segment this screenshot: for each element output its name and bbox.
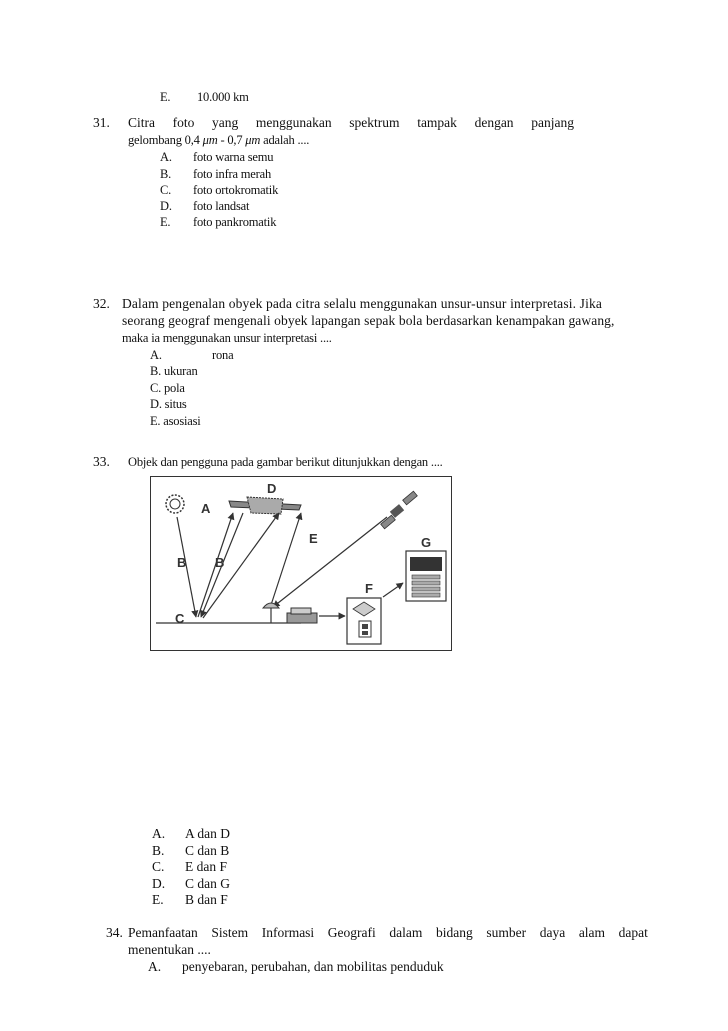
q31-word: tampak <box>417 115 457 130</box>
q34-word: dapat <box>618 925 648 940</box>
q32-question-line1: Dalam pengenalan obyek pada citra selalu menggunakan unsur-unsur interpretasi. Jika <box>122 296 603 311</box>
q33-option-text: C dan B <box>185 843 230 858</box>
q34-word: sumber <box>486 925 527 940</box>
q34-word: dalam <box>389 925 423 940</box>
q33-option-letter: D. <box>152 876 166 891</box>
q33-question: Objek dan pengguna pada gambar berikut ditunjukkan dengan .... <box>128 455 443 469</box>
q30-option-e-letter: E. <box>160 90 171 104</box>
q34-word: Geografi <box>327 925 376 940</box>
q33-option-text: A dan D <box>185 826 230 841</box>
q31-word: spektrum <box>349 115 400 130</box>
q33-option-letter: B. <box>152 843 165 858</box>
data-processing-icon <box>347 598 381 644</box>
q31-unit: μm <box>202 133 218 147</box>
q31-option-letter: D. <box>160 199 172 213</box>
q34-question-line2: menentukan .... <box>128 942 211 957</box>
ground-station-icon <box>263 603 317 623</box>
q33-option-letter: A. <box>152 826 166 841</box>
q31-word: panjang <box>531 115 574 130</box>
q31-word: Citra <box>128 115 155 130</box>
q31-word: foto <box>172 115 195 130</box>
q31-text: gelombang 0,4 <box>128 133 203 147</box>
q31-word: yang <box>212 115 239 130</box>
q31-option-letter: C. <box>160 183 172 197</box>
q33-option-letter: E. <box>152 892 164 907</box>
q34-word: alam <box>578 925 606 940</box>
q32-option-e: E. asosiasi <box>150 414 201 428</box>
diagram-canvas <box>151 477 450 649</box>
remote-sensing-diagram <box>150 476 452 651</box>
q32-option-a-letter: A. <box>150 348 162 362</box>
q34-word: daya <box>539 925 566 940</box>
q31-option-letter: B. <box>160 167 172 181</box>
q31-text: adalah .... <box>260 133 310 147</box>
q33-number: 33. <box>93 454 110 469</box>
q34-question-line1 <box>128 925 648 941</box>
label-d: D <box>267 481 277 496</box>
label-a: A <box>201 501 211 516</box>
q31-option-text: foto infra merah <box>193 167 272 181</box>
q31-option-text: foto warna semu <box>193 150 274 164</box>
q31-option-text: foto ortokromatik <box>193 183 279 197</box>
q32-option-a-text: rona <box>212 348 234 362</box>
label-f: F <box>365 581 373 596</box>
q32-question-line3: maka ia menggunakan unsur interpretasi .... <box>122 331 332 345</box>
label-e: E <box>309 531 318 546</box>
q31-text: - 0,7 <box>217 133 246 147</box>
q32-option-b: B. ukuran <box>150 364 198 378</box>
q33-option-text: C dan G <box>185 876 230 891</box>
satellite-icon <box>381 491 418 529</box>
q31-question-line2 <box>128 132 309 148</box>
q31-question-line1 <box>128 115 574 131</box>
q31-word: menggunakan <box>255 115 332 130</box>
q31-option-text: foto landsat <box>193 199 250 213</box>
label-b-left: B <box>177 555 187 570</box>
q31-unit: μm <box>245 133 261 147</box>
q31-option-letter: A. <box>160 150 172 164</box>
q34-option-a-text: penyebaran, perubahan, dan mobilitas penduduk <box>182 959 444 974</box>
q31-word: dengan <box>474 115 514 130</box>
q34-word: Sistem <box>211 925 249 940</box>
q33-option-letter: C. <box>152 859 165 874</box>
q34-word: Informasi <box>261 925 315 940</box>
q33-option-text: E dan F <box>185 859 227 874</box>
q34-option-a-letter: A. <box>148 959 162 974</box>
q31-option-text: foto pankromatik <box>193 215 277 229</box>
q32-number: 32. <box>93 296 110 311</box>
q34-number: 34. <box>106 925 123 940</box>
q32-option-c: C. pola <box>150 381 185 395</box>
label-b-right: B <box>215 555 225 570</box>
q32-option-d: D. situs <box>150 397 187 411</box>
q34-word: bidang <box>436 925 473 940</box>
sun-icon <box>166 495 184 513</box>
q31-option-letter: E. <box>160 215 171 229</box>
q31-number: 31. <box>93 115 110 130</box>
q32-question-line2: seorang geograf mengenali obyek lapangan sepak bola berdasarkan kenampakan gawang, <box>122 313 615 328</box>
q33-option-text: B dan F <box>185 892 228 907</box>
q34-word: Pemanfaatan <box>128 925 198 940</box>
q30-option-e-text: 10.000 km <box>197 90 249 104</box>
computer-user-icon <box>406 551 446 601</box>
airplane-icon <box>229 497 301 514</box>
label-g: G <box>421 535 432 550</box>
label-c: C <box>175 611 185 626</box>
